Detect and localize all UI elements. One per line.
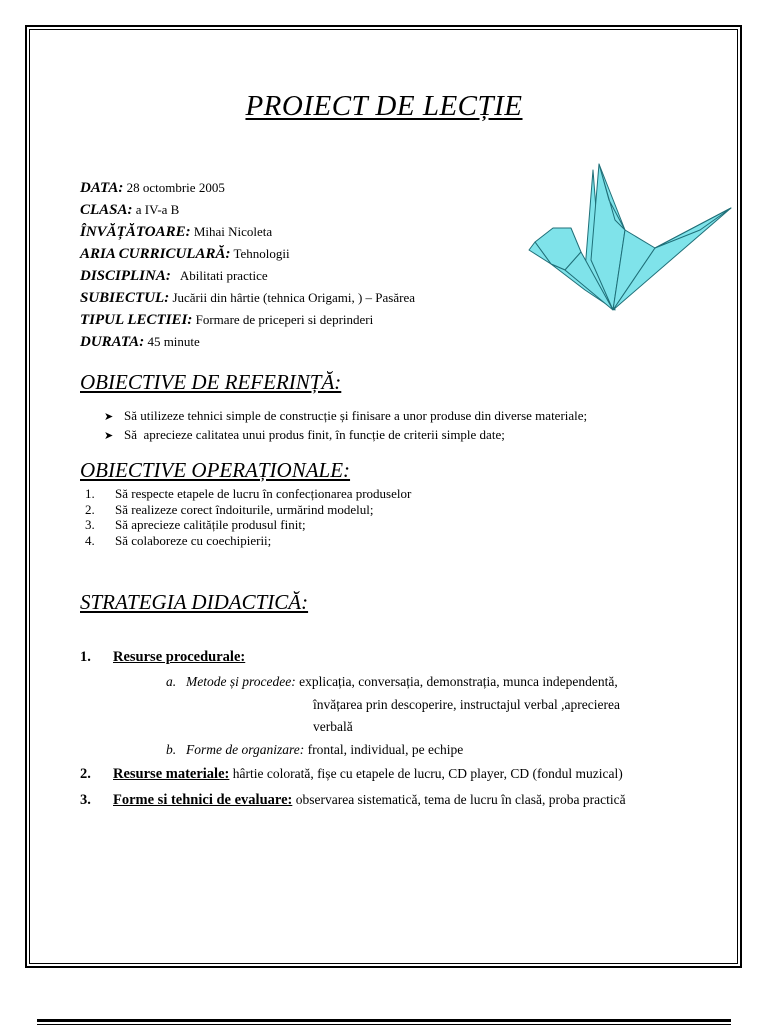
list-item-text: Să aprecieze calitățile produsul finit; — [115, 517, 306, 532]
info-sep: : — [187, 312, 193, 328]
sub-item-text: explicația, conversația, demonstrația, munca independentă, — [295, 674, 618, 689]
page-title: PROIECT DE LECȚIE — [245, 90, 523, 122]
info-sep: : — [127, 202, 133, 218]
info-value: a IV-a B — [132, 202, 180, 217]
crane-icon — [529, 164, 731, 310]
info-label: CLASA — [80, 202, 128, 218]
info-row-data — [80, 177, 415, 199]
origami-crane-illustration — [525, 160, 735, 320]
sub-item-label: Forme de organizare: — [186, 742, 305, 757]
info-label: TIPUL LECTIEI — [80, 312, 188, 328]
strategy-item-evaluare — [80, 792, 626, 809]
info-value: Tehnologii — [230, 246, 290, 261]
info-label: DISCIPLINA — [80, 268, 166, 284]
list-item-text: Să realizeze corect îndoiturile, urmărind modelul; — [115, 501, 374, 517]
info-value: 45 minute — [144, 334, 200, 349]
strategy-item-procedural — [80, 649, 245, 666]
info-label: ÎNVĂȚĂTOARE — [80, 224, 186, 240]
info-label: DATA — [80, 180, 119, 196]
info-label: DURATA — [80, 334, 140, 350]
strategy-number: 3. — [80, 792, 91, 808]
next-page-border — [37, 1019, 731, 1029]
section-heading-obiective-referinta: OBIECTIVE DE REFERINȚĂ: — [80, 370, 342, 394]
info-row-aria — [80, 243, 415, 265]
info-label: ARIA CURRICULARĂ — [80, 246, 226, 262]
sub-item-letter: b. — [166, 742, 177, 757]
list-item — [104, 425, 587, 444]
strategy-label: Resurse procedurale: — [113, 649, 246, 665]
info-row-disciplina — [80, 265, 415, 287]
sub-item-metode — [166, 674, 618, 690]
strategy-label: Forme si tehnici de evaluare: — [113, 792, 293, 808]
info-value: Abilitati practice — [170, 268, 268, 283]
lesson-info — [80, 177, 415, 353]
strategy-label: Resurse materiale: — [113, 766, 230, 782]
list-number: 4. — [85, 532, 95, 548]
info-row-clasa — [80, 199, 415, 221]
sub-item-forme-organizare — [166, 742, 463, 758]
crane-tail-tip — [655, 208, 731, 248]
list-item — [85, 502, 411, 518]
sub-item-metode-line3: verbală — [313, 719, 353, 734]
section-heading-obiective-operationale: OBIECTIVE OPERAȚIONALE: — [80, 458, 351, 482]
list-item — [85, 517, 411, 533]
strategy-number: 2. — [80, 766, 91, 782]
list-item-text: Să utilizeze tehnici simple de construcție și finisare a unor produse din diverse materiale; — [124, 408, 588, 423]
strategy-item-materiale — [80, 766, 623, 783]
list-item — [85, 486, 411, 502]
info-value: Formare de priceperi si deprinderi — [192, 312, 374, 327]
list-item-text: Să colaboreze cu coechipierii; — [115, 532, 272, 548]
arrow-bullet-icon: ➤ — [104, 411, 114, 423]
info-value: 28 octombrie 2005 — [123, 180, 225, 195]
info-sep: : — [118, 180, 124, 196]
info-sep: : — [225, 246, 231, 262]
strategy-text: observarea sistematică, tema de lucru în clasă, proba practică — [292, 792, 626, 807]
info-label: SUBIECTUL — [80, 290, 165, 306]
sub-item-letter: a. — [166, 674, 177, 689]
info-row-invatatoare — [80, 221, 415, 243]
section-heading-strategia: STRATEGIA DIDACTICĂ: — [80, 590, 309, 614]
list-item-text: Să respecte etapele de lucru în confecționarea produselor — [115, 486, 412, 501]
info-row-tipul — [80, 309, 415, 331]
list-item — [104, 406, 587, 425]
objectives-reference-list — [104, 406, 587, 444]
info-sep: : — [139, 334, 145, 350]
sub-item-text: frontal, individual, pe echipe — [304, 742, 464, 757]
info-value: Mihai Nicoleta — [190, 224, 273, 239]
info-row-durata — [80, 331, 415, 353]
arrow-bullet-icon: ➤ — [104, 430, 114, 442]
strategy-text: hârtie colorată, fișe cu etapele de lucru, CD player, CD (fondul muzical) — [229, 766, 623, 781]
list-number: 2. — [85, 501, 95, 517]
list-number: 1. — [85, 486, 95, 501]
info-sep: : — [164, 290, 170, 306]
sub-item-metode-line2: învățarea prin descoperire, instructajul verbal ,aprecierea — [313, 697, 620, 712]
info-sep: : — [165, 268, 171, 284]
objectives-operational-list — [85, 486, 411, 548]
sub-item-label: Metode și procedee: — [186, 674, 296, 689]
info-value: Jucării din hârtie (tehnica Origami, ) – Pasărea — [169, 290, 416, 305]
list-number: 3. — [85, 517, 95, 532]
list-item-text: Să aprecieze calitatea unui produs finit, în funcție de criterii simple date; — [124, 427, 505, 442]
list-item — [85, 533, 411, 549]
strategy-number: 1. — [80, 649, 91, 665]
info-sep: : — [185, 224, 191, 240]
info-row-subiectul — [80, 287, 415, 309]
